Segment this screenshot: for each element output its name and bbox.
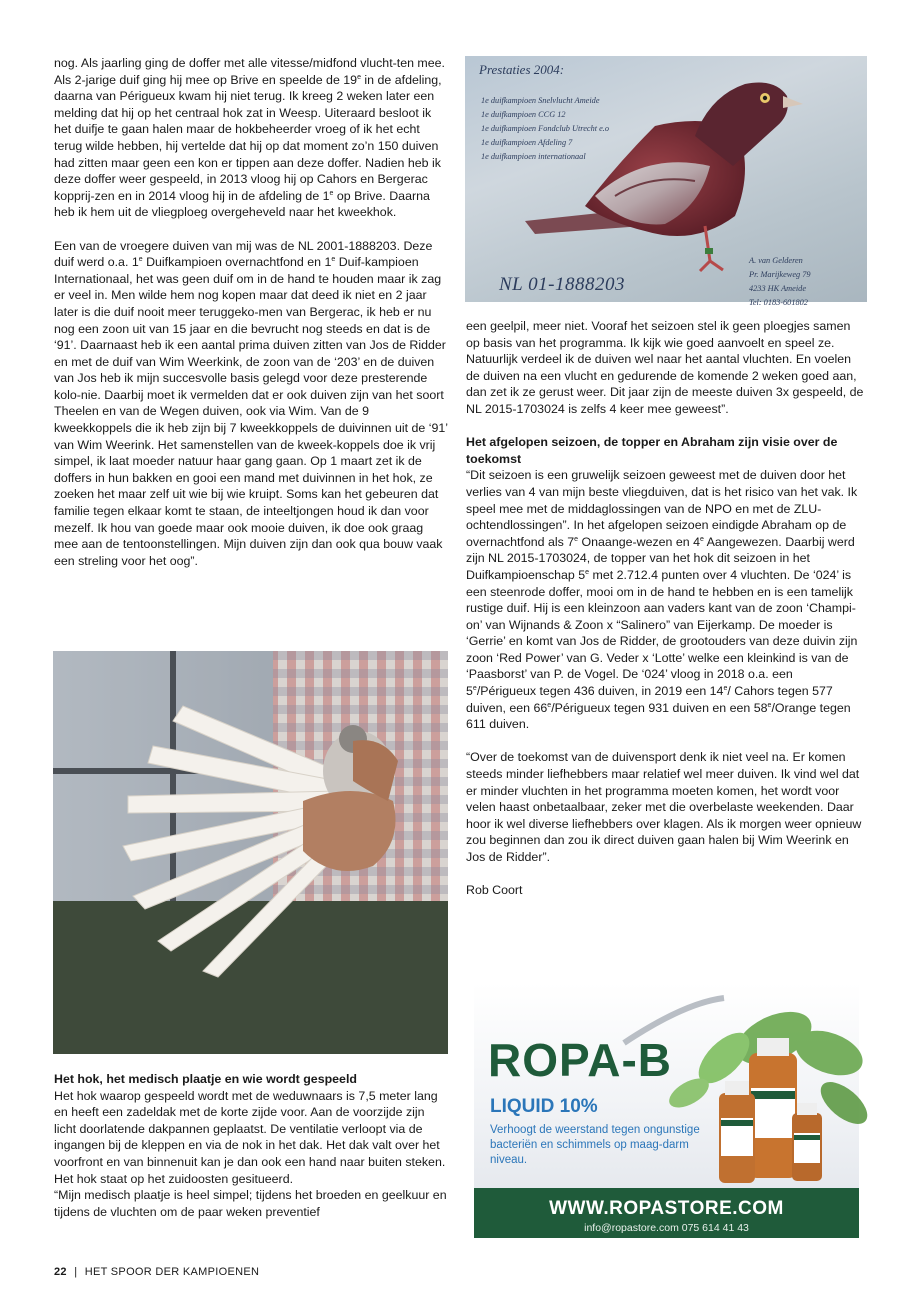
paragraph: “Mijn medisch plaatje is heel simpel; tijdens het broeden en geelkuur en tijdens de vluchten om de paar weken preventief <box>54 1188 447 1219</box>
section-heading: Het hok, het medisch plaatje en wie wordt gespeeld <box>54 1072 357 1086</box>
page-number: 22 <box>54 1266 67 1278</box>
ropa-b-advert[interactable] <box>474 983 859 1238</box>
card-title: Prestaties 2004: <box>479 62 565 77</box>
advert-visual <box>474 983 859 1188</box>
left-column-bottom <box>54 1071 449 1220</box>
paragraph: Een van de vroegere duiven van mij was de NL 2001-1888203. Deze duif werd o.a. 1e Duifkampioen overnachtfond en 1e Duif-kampioen Internationaal, het was geen duif om in de hand te houden maar ik zag er veel in. Men wilde hem nog kopen maar dat deed ik niet en 2 jaar later is die duif nooit meer teruggeko-men van Bergerac, ik heb er nu nog een zoon uit van 15 jaar en die bevrucht nog steeds en dat is de ‘91’. Daarnaast heb ik een aantal prima duiven zitten van Jos de Ridder en met de duif van Wim Weerkink, de zoon van de ‘203’ en de duiven van Jos heb ik mijn succesvolle basis gelegd voor deze presterende kolo-nie. Daarbij moet ik vermelden dat er ook duiven zijn van het soort Theelen en van de Wegen duiven, ook via Wim. Van de 9 kweekkoppels die ik heb zijn bij 7 kweekkoppels de duivinnen uit de ‘91’ van Wim Weerink. Het samenstellen van de kweek-koppels doe ik vrij simpel, ik laat moeder natuur haar gang gaan. Op 1 maart zet ik de doffers in hun bakken en gooi een mand met duivinnen in het hok, ze zoeken het maar zelf uit wie bij wie kruipt. Soms kan het gebeuren dat familie tegen elkaar komt te staan, de inteeltjongen houd ik dan voor mezelf. Ik hou van goede maar ook mooie duiven, ik doe ook graag mee aan de tentoonstellingen. Mijn duiven zijn dan ook qua bouw vaak een streling voor het oog”. <box>54 238 448 568</box>
paragraph: “Over de toekomst van de duivensport denk ik niet veel na. Er komen steeds minder liefhebbers maar relatief wel meer duiven. Ik vind wel dat er minder vluchten in het programma moeten komen, het wordt voor velen haast onbetaalbaar, zeker met die overbelaste weekenden. Daar hoor ik wel diverse liefhebbers over klagen. Als ik morgen weer opnieuw zou beginnen dan zou ik direct duiven gaan halen bij Wim Weerink en Jos de Ridder”. <box>466 750 862 864</box>
pigeon-card-photo <box>465 56 867 307</box>
right-column <box>466 318 866 899</box>
author: Rob Coort <box>466 883 523 898</box>
card-results-list: 1e duifkampioen Snelvlucht Ameide 1e duifkampioen CCG 12 1e duifkampioen Fondclub Utrecht e.o 1e duifkampioen Afdeling 7 1e duifkampioen internationaal <box>481 96 610 161</box>
paragraph: een geelpil, meer niet. Vooraf het seizoen stel ik geen ploegjes samen op basis van het programma. Ik kijk wie goed aanvoelt en speel ze. Natuurlijk verdeel ik de duiven wel naar het aantal vluchten. En voelen de duiven na een vlucht en gedurende de komende 2 weken goed aan, dan zet ik ze gerust weer. Dit jaar zijn de meeste duiven 3x gespeeld, de NL 2015-1703024 is zelfs 4 keer mee geweest”. <box>466 319 864 416</box>
advert-url-link[interactable]: WWW.ROPASTORE.COM <box>549 1198 784 1219</box>
advert-contact: info@ropastore.com 075 614 41 43 <box>584 1222 749 1234</box>
paragraph: Het hok waarop gespeeld wordt met de weduwnaars is 7,5 meter lang en heeft een zadeldak met de korte zijde voor. Aan de voorzijde zijn licht doorlatende dakpannen geplaatst. De ventilatie verloopt via de ingangen bij de kleppen en via de nok in het dak. Het dak valt over het voorfront en van binnenuit kan je dan ook een hand naar buiten steken. Het hok staat op het zuidoosten gesitueerd. <box>54 1088 446 1186</box>
wing-illustration <box>53 651 448 1054</box>
advert-footer-bar <box>474 1188 859 1238</box>
card-owner: A. van Gelderen Pr. Marijkeweg 79 4233 HK Ameide Tel: 0183-601802 <box>749 256 811 307</box>
advert-product: LIQUID 10% <box>490 1096 598 1117</box>
publication-title: HET SPOOR DER KAMPIOENEN <box>84 1266 260 1278</box>
left-column-top <box>54 55 449 569</box>
paragraph: nog. Als jaarling ging de doffer met alle vitesse/midfond vlucht-ten mee. Als 2-jarige duif ging hij mee op Brive en speelde de 19e in de afdeling, daarna van Périgueux kwam hij niet terug. Ik kreeg 2 weken later een melding dat hij op het centraal hok zat in Weesp. Uiteraard besloot ik het duifje te gaan halen maar de hokbeheerder vroeg of ik het echt terug wilde hebben, hij vertelde dat hij op dat moment zo’n 150 duiven had zitten maar geen een kon er tippen aan deze doffer. Nadien heb ik deze doffer weer gespeeld, in 2013 vloog hij op Cahors en Bergerac kopprij-zen en in 2014 vloog hij in de afdeling de 1e op Brive. Daarna heb ik hem uit de vliegploeg overgeheveld naar het kweekhok. <box>54 56 445 220</box>
page-footer <box>54 1266 259 1278</box>
footer-separator: | <box>74 1266 78 1278</box>
advert-description: Verhoogt de weerstand tegen ongunstige bacteriën en schimmels op maag-darm niveau. <box>490 1124 700 1166</box>
paragraph: “Dit seizoen is een gruwelijk seizoen geweest met de duiven door het verlies van 4 van mijn beste vliegduiven, dat is het risico van het vak. Ik speel mee met de middaglossingen van de NPO en met de ZLU-ochtendlossingen”. In het afgelopen seizoen eindigde Abraham op de overnachtfond als 7e Onaange-wezen en 4e Aangewezen. Daarbij werd zijn NL 2015-1703024, de topper van het hok dit seizoen in het Duifkampioenschap 5e met 2.712.4 punten over 4 vluchten. De ‘024’ is een steenrode doffer, mooi om in de hand te hebben en is een tamelijk rustige duif. Hij is een kleinzoon aan vaders kant van de zoon ‘Champi-on’ van Wijnands & Zoon x “Salinero” van Eijerkamp. De moeder is ‘Gerrie’ en komt van Jos de Ridder, de grootouders van deze duivin zijn zoon ‘Red Power’ van G. Veder x ‘Lotte’ welke een kleinkind is van de ‘Paasborst’ van P. de Vogel. De ‘024’ vloog in 2018 o.a. een 5e/Périgueux tegen 436 duiven, in 2019 een 14e/ Cahors tegen 577 duiven, een 66e/Périgueux tegen 931 duiven en een 58e/Orange tegen 611 duiven. <box>466 468 858 732</box>
wing-photo <box>53 651 448 1054</box>
card-ring-number: NL 01-1888203 <box>499 274 625 295</box>
advert-brand: ROPA-B <box>488 1034 673 1086</box>
section-heading: Het afgelopen seizoen, de topper en Abraham zijn visie over de toekomst <box>466 435 838 466</box>
